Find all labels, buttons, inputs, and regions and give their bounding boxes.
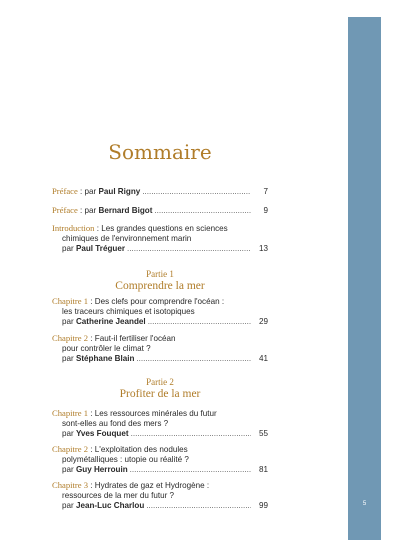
toc-entry-line — [52, 465, 268, 475]
part-heading-2 — [52, 376, 268, 401]
dot-leader — [131, 429, 251, 439]
entry-by: par — [62, 501, 76, 510]
entry-title-line2: les traceurs chimiques et isotopiques — [62, 307, 195, 316]
toc-entry-line — [52, 491, 268, 501]
page-number: 5 — [362, 501, 367, 507]
toc-entry-line — [52, 480, 268, 491]
side-color-band — [348, 17, 381, 540]
dot-leader — [136, 354, 251, 364]
entry-by: par — [62, 317, 76, 326]
dot-leader — [154, 206, 251, 216]
entry-author: Bernard Bigot — [98, 206, 153, 215]
toc-entry-preface-bigot[interactable] — [52, 205, 268, 216]
entry-page: 29 — [258, 317, 268, 326]
toc-entry-line — [52, 186, 268, 197]
dot-leader — [146, 501, 251, 511]
toc-entry-preface-rigny[interactable] — [52, 186, 268, 197]
entry-label: Chapitre 1 — [52, 296, 89, 306]
entry-page: 41 — [258, 354, 268, 363]
entry-page: 99 — [258, 501, 268, 510]
dot-leader — [127, 244, 251, 254]
toc-entry-line — [52, 354, 268, 364]
toc-entry-line — [52, 234, 268, 244]
toc-entry-part1-ch2[interactable] — [52, 333, 268, 364]
part-label: Partie 1 — [146, 269, 174, 279]
entry-title-line1: : Les ressources minérales du futur — [88, 409, 217, 418]
dot-leader — [148, 317, 251, 327]
entry-title-line1: : Faut-il fertiliser l'océan — [88, 334, 176, 343]
toc-entry-line — [52, 501, 268, 511]
toc-entry-line — [52, 419, 268, 429]
entry-label: Chapitre 2 — [52, 333, 89, 343]
part-title: Comprendre la mer — [115, 280, 205, 292]
toc-entry-line — [52, 205, 268, 216]
entry-label: Introduction — [52, 223, 95, 233]
toc-entry-line — [52, 244, 268, 254]
entry-by: par — [62, 244, 76, 253]
dot-leader — [142, 187, 251, 197]
entry-separator: : par — [77, 206, 99, 215]
entry-author: Guy Herrouin — [75, 465, 128, 474]
toc-entry-line — [52, 307, 268, 317]
entry-page: 9 — [263, 206, 268, 215]
entry-label: Préface — [52, 186, 78, 196]
entry-by: par — [62, 429, 76, 438]
entry-by: par — [62, 354, 76, 363]
entry-author: Paul Rigny — [98, 187, 141, 196]
page-title: Sommaire — [108, 140, 212, 164]
entry-by: par — [62, 465, 76, 474]
entry-title-line2: polymétalliques : utopie ou réalité ? — [62, 455, 189, 464]
entry-page: 13 — [258, 244, 268, 253]
part-title: Profiter de la mer — [119, 388, 201, 400]
entry-label: Chapitre 2 — [52, 444, 89, 454]
toc-entry-line — [52, 444, 268, 455]
entry-title-line2: ressources de la mer du futur ? — [62, 491, 175, 500]
entry-title-line1: : Hydrates de gaz et Hydrogène : — [88, 481, 210, 490]
entry-title-line2: pour contrôler le climat ? — [62, 344, 151, 353]
toc-entry-introduction[interactable] — [52, 223, 268, 254]
toc-entry-line — [52, 333, 268, 344]
entry-author: Paul Tréguer — [75, 244, 125, 253]
entry-page: 55 — [258, 429, 268, 438]
entry-separator: : par — [77, 187, 99, 196]
part-label: Partie 2 — [146, 377, 174, 387]
toc-entry-line — [52, 429, 268, 439]
entry-page: 81 — [258, 465, 268, 474]
toc-entry-line — [52, 317, 268, 327]
toc-entry-line — [52, 408, 268, 419]
entry-label: Chapitre 1 — [52, 408, 89, 418]
entry-title-line1: : Des clefs pour comprendre l'océan : — [88, 297, 225, 306]
entry-title-line1: : Les grandes questions en sciences — [94, 224, 228, 233]
entry-label: Chapitre 3 — [52, 480, 89, 490]
toc-entry-line — [52, 455, 268, 465]
entry-author: Yves Fouquet — [75, 429, 129, 438]
part-heading-1 — [52, 268, 268, 293]
entry-label: Préface — [52, 205, 78, 215]
toc-entry-part2-ch1[interactable] — [52, 408, 268, 439]
toc-entry-line — [52, 223, 268, 234]
entry-title-line2: sont-elles au fond des mers ? — [62, 419, 169, 428]
entry-author: Stéphane Blain — [75, 354, 135, 363]
entry-title-line2: chimiques de l'environnement marin — [62, 234, 192, 243]
entry-page: 7 — [263, 187, 268, 196]
entry-title-line1: : L'exploitation des nodules — [88, 445, 188, 454]
entry-author: Catherine Jeandel — [75, 317, 146, 326]
toc-entry-line — [52, 296, 268, 307]
toc-entry-line — [52, 344, 268, 354]
toc-entry-part1-ch1[interactable] — [52, 296, 268, 327]
entry-author: Jean-Luc Charlou — [75, 501, 145, 510]
toc-entry-part2-ch2[interactable] — [52, 444, 268, 475]
toc-entry-part2-ch3[interactable] — [52, 480, 268, 511]
dot-leader — [130, 465, 251, 475]
